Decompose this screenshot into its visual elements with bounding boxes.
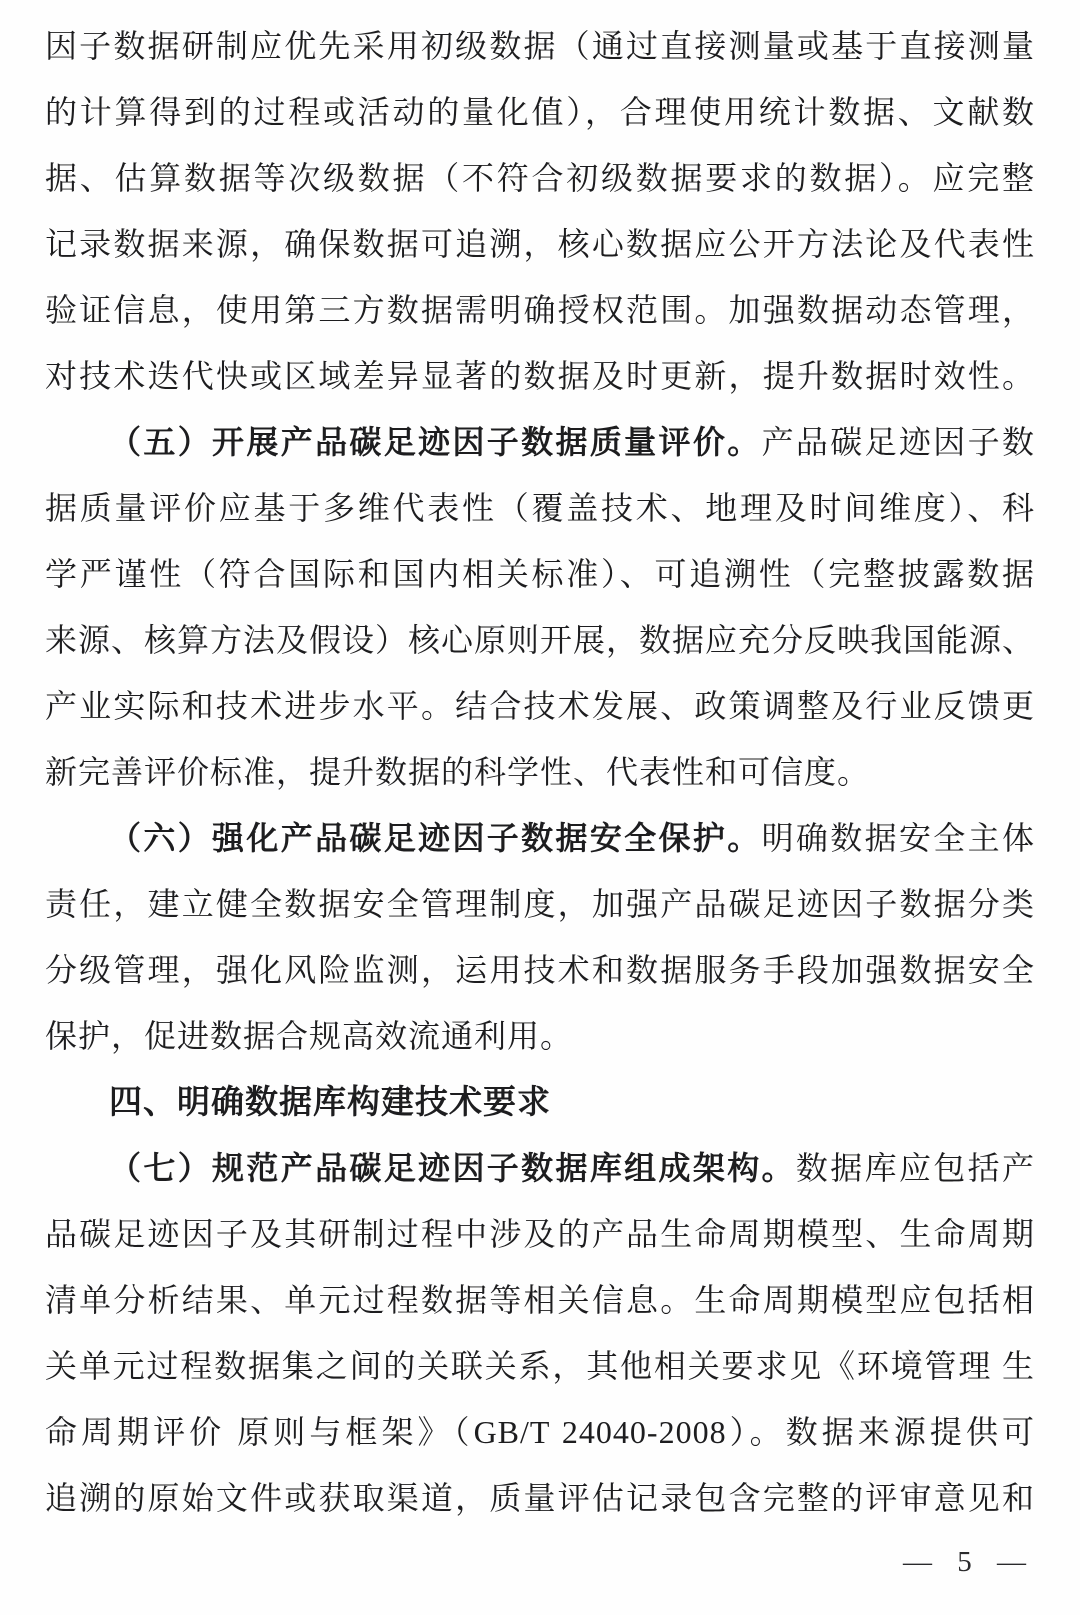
text-line — [45, 673, 1035, 739]
body-text: 分级管理，强化风险监测，运用技术和数据服务手段加强数据安全 — [45, 952, 1035, 988]
emphasis-text: （五）开展产品碳足迹因子数据质量评价。 — [109, 424, 762, 460]
body-text: 对技术迭代快或区域差异显著的数据及时更新，提升数据时效性。 — [45, 358, 1035, 394]
text-line — [45, 1201, 1035, 1267]
text-line — [45, 343, 1035, 409]
body-text: 据质量评价应基于多维代表性（覆盖技术、地理及时间维度）、科 — [45, 490, 1035, 526]
body-text: 因子数据研制应优先采用初级数据（通过直接测量或基于直接测量 — [45, 28, 1035, 64]
text-line — [45, 13, 1035, 79]
text-line — [45, 739, 1035, 805]
document-body — [45, 13, 1035, 1531]
body-text: 学严谨性（符合国际和国内相关标准）、可追溯性（完整披露数据 — [45, 556, 1035, 592]
text-line — [45, 475, 1035, 541]
body-text: 责任，建立健全数据安全管理制度，加强产品碳足迹因子数据分类 — [45, 886, 1035, 922]
text-line — [45, 1399, 1035, 1465]
text-line — [45, 409, 1035, 475]
body-text: 的计算得到的过程或活动的量化值），合理使用统计数据、文献数 — [45, 94, 1035, 130]
body-text: 产品碳足迹因子数 — [761, 424, 1035, 460]
text-line — [45, 1003, 1035, 1069]
text-line — [45, 1135, 1035, 1201]
page-footer — [903, 1540, 1035, 1584]
body-text: 验证信息，使用第三方数据需明确授权范围。加强数据动态管理， — [45, 292, 1035, 328]
text-line — [45, 607, 1035, 673]
body-text: 记录数据来源，确保数据可追溯，核心数据应公开方法论及代表性 — [45, 226, 1035, 262]
text-line — [45, 277, 1035, 343]
text-line — [45, 937, 1035, 1003]
text-line — [45, 805, 1035, 871]
body-text: 追溯的原始文件或获取渠道，质量评估记录包含完整的评审意见和 — [45, 1480, 1035, 1516]
body-text: 来源、核算方法及假设）核心原则开展，数据应充分反映我国能源、 — [45, 622, 1036, 658]
emphasis-text: （七）规范产品碳足迹因子数据库组成架构。 — [109, 1150, 796, 1186]
body-text: 据、估算数据等次级数据（不符合初级数据要求的数据）。应完整 — [45, 160, 1035, 196]
page-number: — 5 — — [903, 1546, 1035, 1578]
body-text: 品碳足迹因子及其研制过程中涉及的产品生命周期模型、生命周期 — [45, 1216, 1035, 1252]
text-line — [45, 1267, 1035, 1333]
body-text: 清单分析结果、单元过程数据等相关信息。生命周期模型应包括相 — [45, 1282, 1035, 1318]
body-text: 明确数据安全主体 — [761, 820, 1035, 856]
body-text: 数据库应包括产 — [795, 1150, 1035, 1186]
emphasis-text: （六）强化产品碳足迹因子数据安全保护。 — [109, 820, 762, 856]
body-text: 命周期评价 原则与框架》（GB/T 24040-2008）。数据来源提供可 — [45, 1414, 1035, 1450]
text-line — [45, 541, 1035, 607]
text-line — [45, 1465, 1035, 1531]
text-line — [45, 211, 1035, 277]
section-heading-text: 四、明确数据库构建技术要求 — [109, 1083, 551, 1120]
text-line — [45, 1333, 1035, 1399]
body-text: 关单元过程数据集之间的关联关系，其他相关要求见《环境管理 生 — [45, 1348, 1035, 1384]
text-line — [45, 871, 1035, 937]
text-line — [45, 145, 1035, 211]
text-line — [45, 1069, 1035, 1135]
body-text: 保护，促进数据合规高效流通利用。 — [45, 1018, 574, 1054]
body-text: 产业实际和技术进步水平。结合技术发展、政策调整及行业反馈更 — [45, 688, 1035, 724]
text-line — [45, 79, 1035, 145]
body-text: 新完善评价标准，提升数据的科学性、代表性和可信度。 — [45, 754, 871, 790]
